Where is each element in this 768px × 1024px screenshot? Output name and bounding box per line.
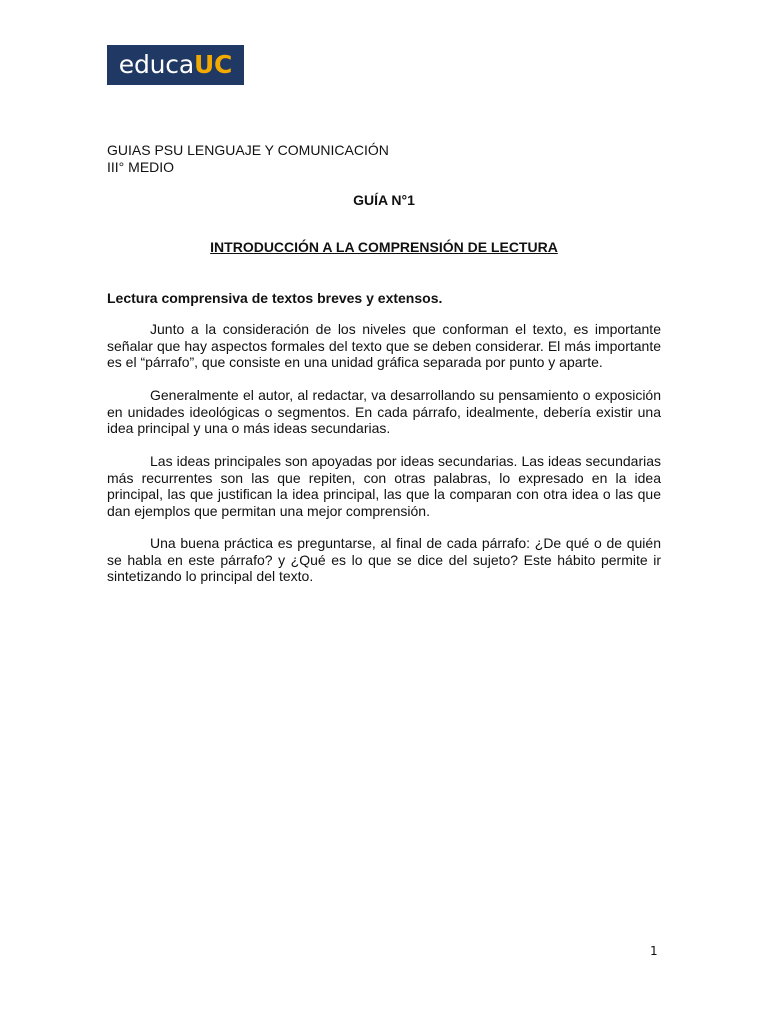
- paragraph-3: Las ideas principales son apoyadas por ideas secundarias. Las ideas secundarias más recurrentes son las que repiten, con otras palabras, lo expresado en la idea principal, las que justifican la idea principal, las que la comparan con otra idea o las que dan ejemplos que permitan una mejor comprensión.: [107, 453, 661, 519]
- header-grade: III° MEDIO: [107, 159, 175, 175]
- section-heading: Lectura comprensiva de textos breves y extensos.: [107, 290, 443, 306]
- guide-number-text: GUÍA N°1: [353, 192, 415, 208]
- paragraph-2: Generalmente el autor, al redactar, va desarrollando su pensamiento o exposición en unidades ideológicas o segmentos. En cada párrafo, idealmente, debería existir una idea principal y una o más ideas secundarias.: [107, 387, 661, 436]
- guide-number: [107, 192, 661, 209]
- paragraph-4: Una buena práctica es preguntarse, al final de cada párrafo: ¿De qué o de quién se habla en este párrafo? y ¿Qué es lo que se dice del sujeto? Este hábito permite ir sintetizando lo principal del texto.: [107, 535, 661, 584]
- main-title: [107, 239, 661, 256]
- header-course-title: GUIAS PSU LENGUAJE Y COMUNICACIÓN: [107, 142, 389, 158]
- main-title-text: INTRODUCCIÓN A LA COMPRENSIÓN DE LECTURA: [210, 239, 558, 255]
- paragraph-1: Junto a la consideración de los niveles que conforman el texto, es importante señalar que hay aspectos formales del texto que se deben considerar. El más importante es el “párrafo”, que consiste en una unidad gráfica separada por punto y aparte.: [107, 321, 661, 370]
- page-number: 1: [650, 944, 658, 958]
- educauc-logo: [107, 45, 244, 85]
- logo-text-educa: educa: [118, 49, 194, 79]
- logo-text-uc: UC: [193, 49, 233, 79]
